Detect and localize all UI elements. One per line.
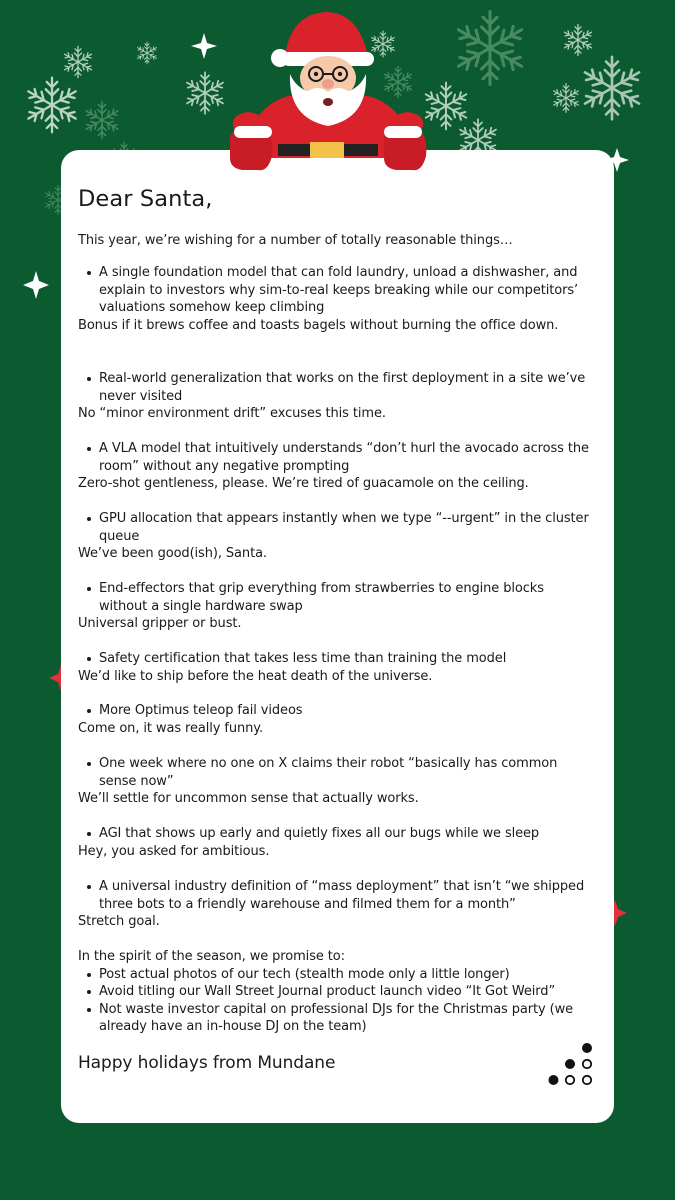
wish-note: We’ve been good(ish), Santa. [78, 546, 267, 561]
letter-intro: This year, we’re wishing for a number of totally reasonable things… [78, 233, 513, 248]
wish-note: Zero-shot gentleness, please. We’re tired of guacamole on the ceiling. [78, 476, 529, 491]
promise-section [78, 948, 596, 1036]
snowflake-icon [84, 102, 120, 138]
wish-note: No “minor environment drift” excuses this time. [78, 406, 386, 421]
letter-card [61, 150, 614, 1123]
wish-note: We’ll settle for uncommon sense that actually works. [78, 791, 419, 806]
santa-illustration [218, 8, 438, 178]
snowflake-icon [454, 12, 525, 85]
wish-text: One week where no one on X claims their robot “basically has common sense now” [78, 755, 596, 790]
wish-text: Safety certification that takes less time than training the model [78, 650, 596, 668]
wish-item [78, 825, 596, 860]
promise-item: Not waste investor capital on professional DJs for the Christmas party (we already have an in-house DJ on the team) [78, 1001, 596, 1036]
wish-note: Bonus if it brews coffee and toasts bagels without burning the office down. [78, 317, 559, 333]
sparkle-icon [23, 271, 49, 299]
wish-note: Universal gripper or bust. [78, 616, 242, 631]
sparkle-icon [191, 33, 217, 59]
wish-text: More Optimus teleop fail videos [78, 702, 596, 720]
snowflake-icon [136, 42, 157, 64]
promise-item: Post actual photos of our tech (stealth mode only a little longer) [78, 966, 596, 984]
wish-note: We’d like to ship before the heat death of the universe. [78, 668, 433, 684]
wish-text: End-effectors that grip everything from strawberries to engine blocks without a single hardware swap [78, 580, 596, 615]
wish-text: Real-world generalization that works on the first deployment in a site we’ve never visited [78, 370, 596, 405]
wish-text: AGI that shows up early and quietly fixes all our bugs while we sleep [78, 825, 596, 843]
wish-item [78, 755, 596, 808]
wish-item [78, 510, 596, 563]
snowflake-icon [552, 84, 580, 113]
wish-note: Come on, it was really funny. [78, 720, 264, 736]
snowflake-icon [63, 46, 94, 77]
wish-note: Stretch goal. [78, 914, 160, 929]
wish-text: GPU allocation that appears instantly when we type “--urgent” in the cluster queue [78, 510, 596, 545]
letter-greeting: Dear Santa, [78, 186, 213, 212]
wish-item [78, 370, 596, 423]
wish-item [78, 264, 596, 334]
wish-text: A single foundation model that can fold laundry, unload a dishwasher, and explain to investors why sim-to-real keeps breaking while our competitors’ valuations somehow keep climbing [78, 264, 596, 317]
snowflake-icon [25, 78, 79, 133]
wish-item [78, 878, 596, 931]
wish-note: Hey, you asked for ambitious. [78, 843, 270, 859]
wish-item [78, 440, 596, 493]
promise-intro: In the spirit of the season, we promise to: [78, 949, 345, 964]
wish-item [78, 702, 596, 737]
snowflake-icon [581, 57, 642, 119]
mundane-logo [548, 1042, 598, 1090]
snowflake-icon [563, 24, 594, 55]
wish-text: A VLA model that intuitively understands “don’t hurl the avocado across the room” without any negative prompting [78, 440, 596, 475]
wish-text: A universal industry definition of “mass deployment” that isn’t “we shipped three bots to a friendly warehouse and filmed them for a month” [78, 878, 596, 913]
wish-item [78, 650, 596, 685]
closing-line: Happy holidays from Mundane [78, 1053, 336, 1073]
wish-item [78, 580, 596, 633]
promise-item: Avoid titling our Wall Street Journal product launch video “It Got Weird” [78, 983, 596, 1001]
